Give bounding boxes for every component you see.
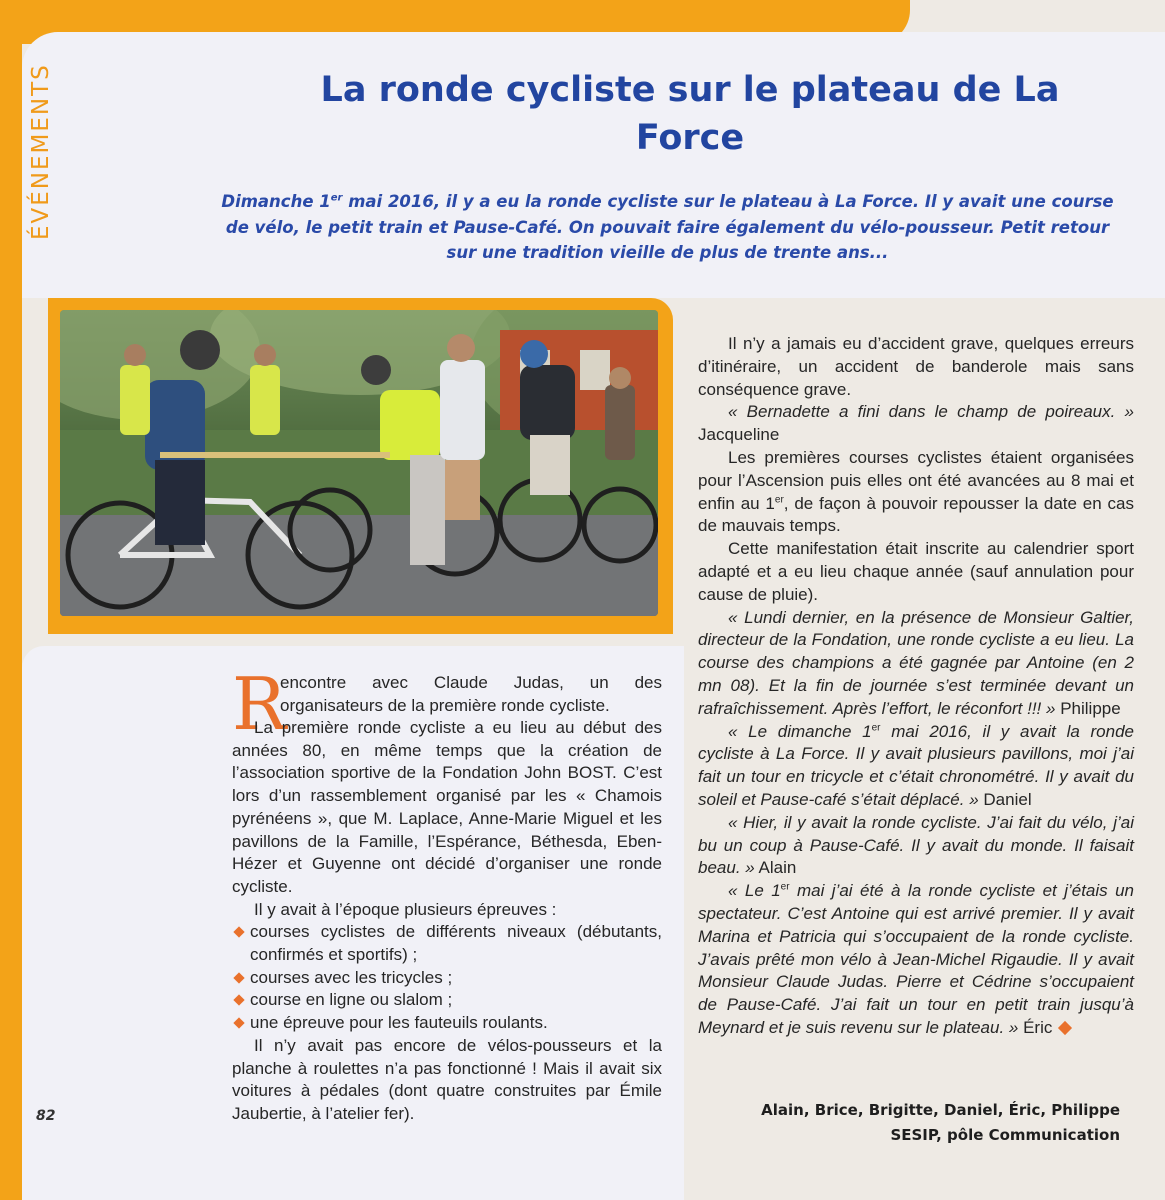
left-orange-margin — [0, 0, 22, 1200]
right-paragraph-2 — [698, 447, 1134, 538]
quote-philippe — [698, 607, 1134, 721]
superscript: er — [774, 493, 784, 505]
article-intro — [210, 189, 1125, 266]
paragraph-text-end: , de façon à pouvoir repousser la date en cas de mauvais temps. — [698, 493, 1134, 536]
quote-text-start: « Le 1 — [728, 881, 781, 901]
quote-daniel — [698, 721, 1134, 812]
intro-text-end: mai 2016, il y a eu la ronde cycliste sur le plateau à La Force. Il y avait une course de vélo, le petit train et Pause-Café. On pouvait faire également du vélo-pousseur. Petit retour sur une tradition vieille de plus de trente ans... — [225, 192, 1114, 262]
right-paragraph-1: Il n’y a jamais eu d’accident grave, quelques erreurs d’itinéraire, un accident de banderole mais sans conséquence grave. — [698, 334, 1134, 399]
signature-authors: Alain, Brice, Brigitte, Daniel, Éric, Philippe — [761, 1101, 1120, 1119]
right-column-body — [698, 333, 1134, 1040]
left-first-paragraph — [232, 672, 662, 717]
left-paragraph-3: Il n’y avait pas encore de vélos-pousseurs et la planche à roulettes n’a pas fonctionné ! Mais il avait six voitures à pédales (dont quatre construites par Émile Jaubertie, à l’atelier fer). — [232, 1035, 662, 1123]
left-column-body — [232, 717, 662, 1126]
article-signature — [700, 1098, 1120, 1148]
quote-text: « Lundi dernier, en la présence de Monsieur Galtier, directeur de la Fondation, une ronde cycliste a eu lieu. La course des champions a été gagnée par Antoine (en 2 mn 08). Et la fin de journée s’est terminée devant un rafraîchissement. Après l’effort, le réconfort !!! » — [698, 607, 1134, 718]
quote-eric — [698, 880, 1134, 1040]
events-list — [232, 921, 662, 1035]
list-item — [232, 921, 662, 966]
superscript: er — [780, 881, 790, 893]
diamond-bullet-icon — [233, 995, 244, 1006]
superscript: er — [871, 721, 881, 733]
diamond-bullet-icon — [233, 972, 244, 983]
drop-cap: R — [232, 662, 287, 746]
diamond-bullet-icon — [233, 927, 244, 938]
quote-author: Éric — [1023, 1017, 1053, 1037]
quote-text-start: « Le dimanche 1 — [728, 721, 872, 741]
quote-author: Jacqueline — [698, 425, 780, 445]
right-paragraph-3: Cette manifestation était inscrite au calendrier sport adapté et a eu lieu chaque année (sauf annulation pour cause de pluie). — [698, 539, 1134, 604]
list-item-text: courses avec les tricycles ; — [250, 967, 453, 987]
quote-text-end: mai j’ai été à la ronde cycliste et j’étais un spectateur. C’est Antoine qui est arrivé premier. Il y avait Marina et Patricia qui s’occupaient de la ronde cycliste. J’avais prêté mon vélo à Jean-Michel Rigaudie. Il y avait Monsieur Claude Judas. Pierre et Cédrine s’occupaient de Pause-Café. J’ai fait un tour en petit train jusqu’à Meynard et je suis revenu sur le plateau. » — [698, 881, 1134, 1037]
quote-alain — [698, 812, 1134, 880]
quote-text-end: mai 2016, il y avait la ronde cycliste à La Force. Il y avait plusieurs pavillons, moi j’ai fait un tour en tricycle et c’était chronométré. Il y avait du soleil et Pause-café s’était déplacé. » — [698, 721, 1135, 809]
quote-author: Philippe — [1060, 698, 1121, 718]
quote-author: Alain — [758, 858, 797, 878]
intro-text-start: Dimanche 1 — [221, 192, 331, 211]
quote-author: Daniel — [983, 789, 1032, 809]
list-item-text: une épreuve pour les fauteuils roulants. — [250, 1013, 548, 1033]
section-label: ÉVÉNEMENTS — [28, 63, 54, 240]
left-paragraph-1: La première ronde cycliste a eu lieu au début des années 80, en même temps que la création de l’association sportive de la Fondation John BOST. C’est lors d’un rassemblement organisé par les « Chamois pyrénéens », que M. Laplace, Anne-Marie Miguel et les pavillons de la Famille, l’Espérance, Béthesda, Eben-Hézer et Guyenne ont décidé d’organiser une ronde cycliste. — [232, 718, 662, 896]
left-intro-line: encontre avec Claude Judas, un des organisateurs de la première ronde cycliste. — [280, 673, 662, 715]
list-item-text: course en ligne ou slalom ; — [250, 990, 453, 1010]
cycling-photo — [60, 310, 658, 616]
article-title: La ronde cycliste sur le plateau de La Force — [320, 70, 1060, 158]
intro-superscript: er — [330, 192, 343, 204]
list-item — [232, 1012, 662, 1035]
diamond-bullet-icon — [233, 1017, 244, 1028]
end-diamond-icon — [1058, 1021, 1072, 1035]
quote-jacqueline — [698, 401, 1134, 447]
quote-text: « Bernadette a fini dans le champ de poireaux. » — [728, 402, 1134, 422]
paragraph-text-start: Les premières courses cyclistes étaient organisées pour l’Ascension puis elles ont été avancées au 8 mai et enfin au 1 — [698, 447, 1134, 513]
list-item-text: courses cyclistes de différents niveaux (débutants, confirmés et sportifs) ; — [250, 922, 662, 965]
page-number: 82 — [36, 1108, 56, 1124]
left-paragraph-2: Il y avait à l’époque plusieurs épreuves : — [254, 899, 557, 919]
list-item — [232, 967, 662, 990]
quote-text: « Hier, il y avait la ronde cycliste. J’ai fait du vélo, j’ai bu un coup à Pause-Café. Il y avait du monde. Il faisait beau. » — [698, 812, 1134, 878]
signature-department: SESIP, pôle Communication — [890, 1126, 1120, 1144]
list-item — [232, 989, 662, 1012]
